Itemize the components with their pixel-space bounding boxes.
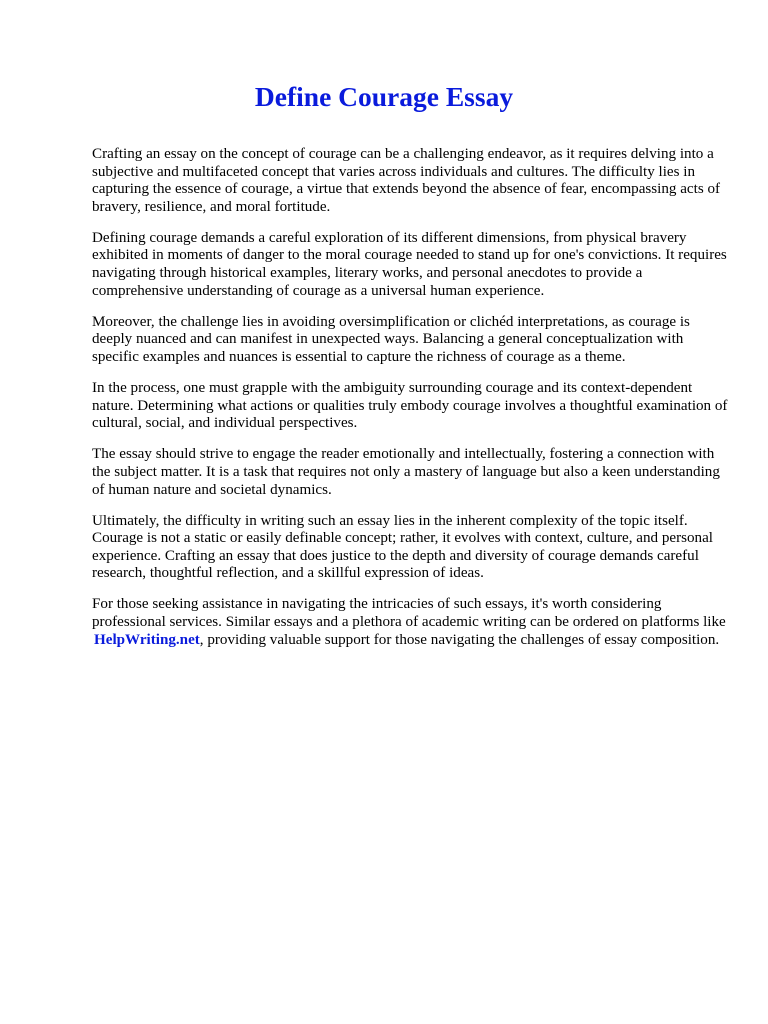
- paragraph-5: The essay should strive to engage the reader emotionally and intellectually, fostering a connection with the subject matter. It is a task that requires not only a mastery of language but also a keen understanding of human nature and societal dynamics.: [92, 446, 720, 498]
- document-title: Define Courage Essay: [254, 81, 514, 112]
- paragraph-3: Moreover, the challenge lies in avoiding oversimplification or clichéd interpretations, as courage is deeply nuanced and can manifest in unexpected ways. Balancing a general conceptualization with specific examples and nuances is essential to capture the richness of courage as a theme.: [92, 313, 690, 365]
- closing-paragraph: [92, 596, 728, 649]
- paragraph-6: Ultimately, the difficulty in writing such an essay lies in the inherent complexity of the topic itself. Courage is not a static or easily definable concept; rather, it evolves with context, culture, and personal experience. Crafting an essay that does justice to the depth and diversity of courage demands careful research, thoughtful reflection, and a skillful expression of ideas.: [92, 512, 713, 582]
- document-body: [92, 146, 728, 663]
- paragraph-2: Defining courage demands a careful exploration of its different dimensions, from physical bravery exhibited in moments of danger to the moral courage needed to stand up for one's convictions. It requires navigating through historical examples, literary works, and personal anecdotes to provide a comprehensive understanding of courage as a universal human experience.: [92, 229, 727, 299]
- closing-text-after-link: , providing valuable support for those navigating the challenges of essay composition.: [199, 631, 720, 648]
- paragraph-4: In the process, one must grapple with the ambiguity surrounding courage and its context-dependent nature. Determining what actions or qualities truly embody courage involves a thoughtful examination of cultural, social, and individual perspectives.: [92, 380, 728, 432]
- helpwriting-link[interactable]: HelpWriting.net: [94, 631, 200, 648]
- closing-text-before-link: For those seeking assistance in navigating the intricacies of such essays, it's worth considering professional services. Similar essays and a plethora of academic writing can be ordered on platforms like: [92, 596, 726, 631]
- paragraph-1: Crafting an essay on the concept of courage can be a challenging endeavor, as it requires delving into a subjective and multifaceted concept that varies across individuals and cultures. The difficulty lies in capturing the essence of courage, a virtue that extends beyond the absence of fear, encompassing acts of bravery, resilience, and moral fortitude.: [92, 146, 721, 215]
